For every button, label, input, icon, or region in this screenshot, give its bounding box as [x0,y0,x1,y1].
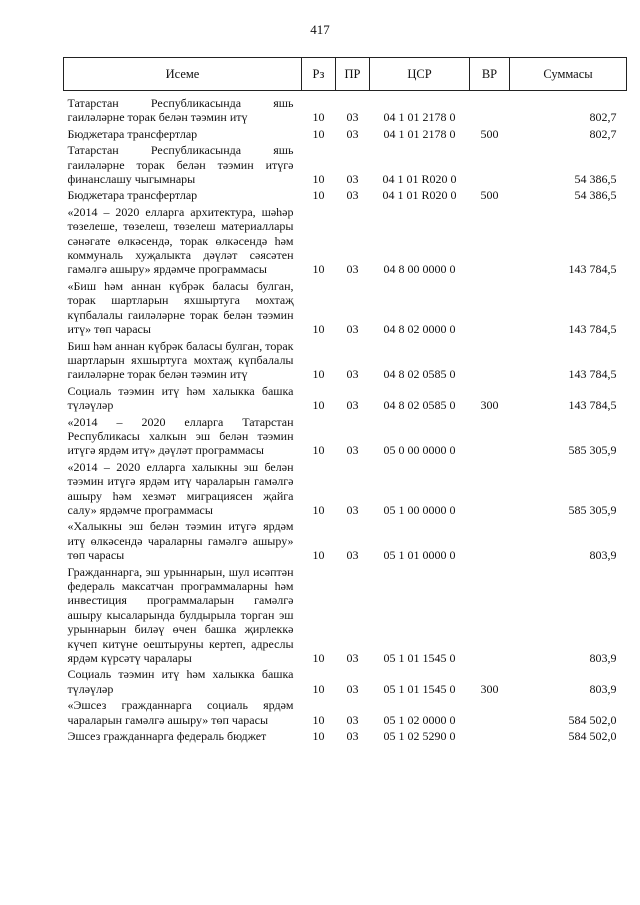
cell-csr: 05 0 00 0000 0 [383,443,456,458]
table-row [64,91,627,127]
cell-sum: 584 502,0 [568,729,617,744]
cell-rz: 10 [312,712,325,727]
cell-csr: 04 8 02 0000 0 [383,322,456,337]
table-row [64,143,627,188]
cell-pr: 03 [346,712,359,727]
cell-csr: 04 8 02 0585 0 [383,367,456,382]
cell-vr: 300 [480,681,499,696]
cell-name: Гражданнарга, эш урыннарын, шул исәптән федераль максатчан программаларны һәм инвестиция программаларын гамәлгә ашыру кысаларында булдырыла торган эш урыннарын биләү өчен башка җирлеккә күчеп китүне оештыруны кертеп, адреслы ярдәм күрсәтү чаралары [67,564,294,666]
table-row [64,339,627,384]
cell-name: Эшсез гражданнарга федераль бюджет [67,729,267,744]
table-row [64,188,627,204]
cell-csr: 04 1 01 2178 0 [383,110,456,125]
cell-name: Татарстан Республикасында яшь гаиләләрне торак белән тәэмин итү [67,96,294,125]
cell-name: «Халыкны эш белән тәэмин итүгә ярдәм итү өлкәсендә чараларны гамәлгә ашыру» төп чарасы [67,519,294,563]
cell-vr [470,519,510,564]
cell-pr: 03 [346,188,359,203]
cell-sum: 143 784,5 [568,262,617,277]
cell-rz: 10 [312,322,325,337]
cell-sum: 143 784,5 [568,367,617,382]
cell-pr: 03 [346,367,359,382]
cell-sum: 143 784,5 [568,398,617,413]
table-header [64,58,627,91]
table-row [64,519,627,564]
table-row [64,565,627,668]
cell-vr [470,91,510,127]
table-row [64,698,627,729]
cell-name: «2014 – 2020 елларга Татарстан Республикасы халкын эш белән тәэмин итүгә ярдәм итү» дәүләт программасы [67,414,294,458]
cell-vr [470,698,510,729]
cell-name: «Эшсез гражданнарга социаль ярдәм чараларын гамәлгә ашыру» төп чарасы [67,698,294,727]
cell-rz: 10 [312,398,325,413]
cell-sum: 803,9 [589,548,617,563]
cell-name: Татарстан Республикасында яшь гаиләләрне торак белән тәэмин итүгә финанслашу чыгымнары [67,143,294,187]
table-row [64,667,627,698]
cell-pr: 03 [346,729,359,744]
cell-name: «2014 – 2020 елларга архитектура, шәһәр төзелеше, төзелеш, төзелеш материаллары сәнәгате өлкәсендә, торак өлкәсендә һәм коммуналь хуҗалыкта дәүләт сәясәтен гамәлгә ашыру» ярдәмче программасы [67,204,294,277]
page-number: 417 [310,22,330,37]
budget-table [63,57,627,745]
table-row [64,279,627,339]
cell-rz: 10 [312,502,325,517]
cell-vr [470,205,510,279]
cell-rz: 10 [312,681,325,696]
cell-name: «2014 – 2020 елларга халыкны эш белән тәэмин итүгә ярдәм итү чараларын гамәлгә ашыру һәм хезмәт миграциясен җайга салу» ярдәмче программасы [67,459,294,517]
column-header-vr: ВР [470,58,510,91]
cell-vr: 300 [480,398,499,413]
cell-csr: 04 1 01 R020 0 [382,172,457,187]
cell-name: «Биш һәм аннан күбрәк баласы булган, торак шартларын яхшыртуга мохтаҗ күпбалалы гаиләләрне торак белән тәэмин итү» төп чарасы [67,278,294,337]
cell-rz: 10 [312,172,325,187]
cell-csr: 04 8 02 0585 0 [383,398,456,413]
cell-pr: 03 [346,398,359,413]
cell-name: Бюджетара трансфертлар [67,126,198,141]
cell-pr: 03 [346,651,359,666]
cell-sum: 584 502,0 [568,712,617,727]
cell-rz: 10 [312,729,325,744]
cell-sum: 585 305,9 [568,502,617,517]
cell-sum: 803,9 [589,651,617,666]
cell-sum: 143 784,5 [568,322,617,337]
cell-csr: 04 1 01 2178 0 [383,126,456,141]
table-row [64,729,627,745]
cell-csr: 05 1 00 0000 0 [383,502,456,517]
cell-sum: 54 386,5 [574,172,617,187]
column-header-pr: ПР [336,58,370,91]
cell-rz: 10 [312,126,325,141]
column-header-csr: ЦСР [370,58,470,91]
cell-pr: 03 [346,443,359,458]
cell-vr [470,565,510,668]
cell-rz: 10 [312,548,325,563]
cell-pr: 03 [346,110,359,125]
cell-sum: 803,9 [589,681,617,696]
column-header-sum: Суммасы [510,58,627,91]
cell-rz: 10 [312,651,325,666]
cell-vr: 500 [480,188,499,203]
cell-csr: 05 1 01 0000 0 [383,548,456,563]
cell-pr: 03 [346,681,359,696]
table-row [64,415,627,460]
table-body [64,91,627,746]
cell-csr: 04 8 00 0000 0 [383,262,456,277]
cell-sum: 54 386,5 [574,188,617,203]
cell-vr [470,143,510,188]
cell-rz: 10 [312,443,325,458]
cell-csr: 05 1 02 0000 0 [383,712,456,727]
cell-rz: 10 [312,110,325,125]
cell-vr [470,729,510,745]
cell-sum: 585 305,9 [568,443,617,458]
column-header-rz: Рз [302,58,336,91]
cell-name: Бюджетара трансфертлар [67,188,198,203]
cell-csr: 04 1 01 R020 0 [382,188,457,203]
cell-csr: 05 1 01 1545 0 [383,681,456,696]
table-row [64,384,627,415]
cell-pr: 03 [346,548,359,563]
column-header-name: Исеме [64,58,302,91]
cell-name: Социаль тәэмин итү һәм халыкка башка түләүләр [67,383,294,413]
cell-vr: 500 [480,126,499,141]
table-row [64,127,627,143]
cell-sum: 802,7 [589,126,617,141]
cell-rz: 10 [312,367,325,382]
cell-pr: 03 [346,502,359,517]
table-row [64,460,627,520]
cell-vr [470,279,510,339]
cell-pr: 03 [346,172,359,187]
cell-sum: 802,7 [589,110,617,125]
cell-pr: 03 [346,262,359,277]
table-row [64,205,627,279]
cell-csr: 05 1 02 5290 0 [383,729,456,744]
cell-vr [470,460,510,520]
cell-vr [470,415,510,460]
cell-rz: 10 [312,262,325,277]
cell-csr: 05 1 01 1545 0 [383,651,456,666]
cell-rz: 10 [312,188,325,203]
cell-pr: 03 [346,126,359,141]
cell-name: Биш һәм аннан күбрәк баласы булган, торак шартларын яхшыртуга мохтаҗ күпбалалы гаиләләрне торак белән тәэмин итү [67,338,294,382]
cell-vr [470,339,510,384]
cell-name: Социаль тәэмин итү һәм халыкка башка түләүләр [67,667,294,696]
cell-pr: 03 [346,322,359,337]
